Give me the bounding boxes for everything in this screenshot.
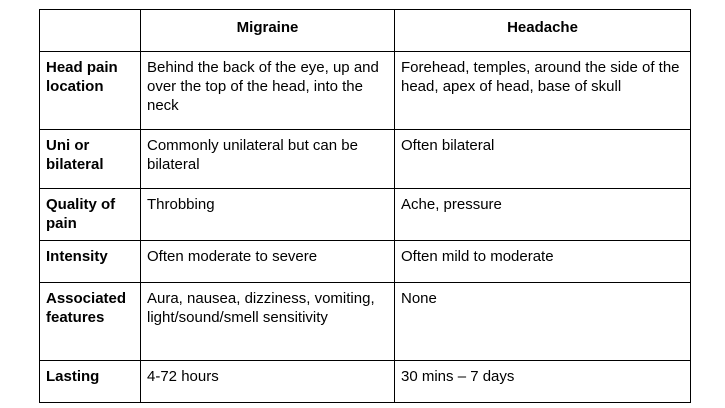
headache-cell: 30 mins – 7 days (395, 361, 691, 403)
table-row (40, 361, 691, 403)
row-header: Quality of pain (40, 189, 141, 241)
column-header-headache: Headache (395, 10, 691, 52)
table-row (40, 241, 691, 283)
migraine-cell: Aura, nausea, dizziness, vomiting, light/sound/smell sensitivity (141, 283, 395, 361)
headache-cell: None (395, 283, 691, 361)
migraine-cell: Often moderate to severe (141, 241, 395, 283)
headache-cell: Often bilateral (395, 130, 691, 189)
migraine-cell: Throbbing (141, 189, 395, 241)
row-header: Lasting (40, 361, 141, 403)
headache-cell: Often mild to moderate (395, 241, 691, 283)
headache-cell: Ache, pressure (395, 189, 691, 241)
table-row (40, 283, 691, 361)
table-header-row (40, 10, 691, 52)
table-row (40, 130, 691, 189)
comparison-table (39, 9, 691, 403)
table-row (40, 189, 691, 241)
row-header: Associated features (40, 283, 141, 361)
migraine-cell: 4-72 hours (141, 361, 395, 403)
headache-cell: Forehead, temples, around the side of the head, apex of head, base of skull (395, 52, 691, 130)
row-header: Head pain location (40, 52, 141, 130)
migraine-cell: Commonly unilateral but can be bilateral (141, 130, 395, 189)
row-header: Uni or bilateral (40, 130, 141, 189)
corner-cell (40, 10, 141, 52)
migraine-cell: Behind the back of the eye, up and over the top of the head, into the neck (141, 52, 395, 130)
column-header-migraine: Migraine (141, 10, 395, 52)
table-row (40, 52, 691, 130)
row-header: Intensity (40, 241, 141, 283)
